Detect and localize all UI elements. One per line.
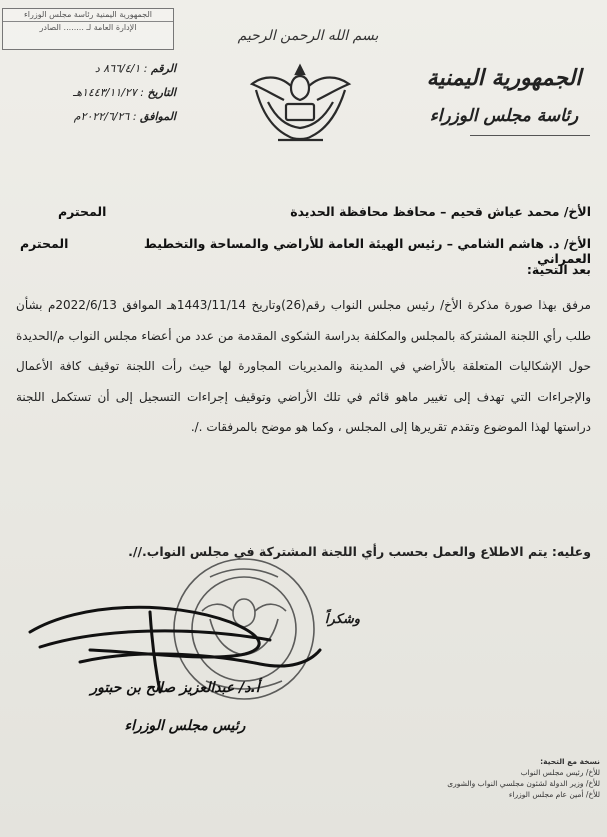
ref-date-value: ١٤٤٣/١١/٢٧هـ bbox=[73, 86, 137, 99]
registry-stamp bbox=[2, 8, 174, 50]
closing-paragraph: وعليه: يتم الاطلاع والعمل بحسب رأي اللجنة المشتركة في مجلس النواب.//. bbox=[128, 544, 591, 559]
thanks: وشكراً bbox=[324, 612, 360, 627]
body-paragraph: مرفق بهذا صورة مذكرة الأخ/ رئيس مجلس النواب رقم(26)وتاريخ 1443/11/14هـ الموافق 2022/6/13م بشأن طلب رأي اللجنة المشتركة بالمجلس والمكلفة بدراسة الشكوى المقدمة من عدد من أعضاء مجلس النواب م/الحديدة حول الإشكاليات المتعلقة بالأراضي في المدينة والمديريات المجاورة لها حيث رأت اللجنة توقيف كافة الأعمال والإجراءات التي تهدف إلى تغيير ماهو قائم في تلك الأراضي وتوقيف إجراءات التسجيل إلى أن تستكمل اللجنة دراستها لهذا الموضوع وتقدم تقريرها إلى المجلس ، وكما هو موضح بالمرفقات ./. bbox=[16, 298, 591, 434]
addressee-2-honorific: المحترم bbox=[20, 236, 69, 251]
ref-corresponding-value: ٢٠٢٢/٦/٢٦م bbox=[73, 110, 130, 123]
yemen-eagle-emblem-icon bbox=[248, 60, 353, 146]
copies-line: للأخ/ أمين عام مجلس الوزراء bbox=[508, 790, 600, 799]
copies-line: للأخ/ رئيس مجلس النواب bbox=[520, 768, 600, 777]
ref-date-row: التاريخ : ١٤٤٣/١١/٢٧هـ bbox=[73, 86, 176, 99]
copies-block bbox=[360, 756, 600, 800]
addressee-1: الأخ/ محمد عياش قحيم – محافظ محافظة الحديدة bbox=[290, 204, 591, 219]
header-authority: رئاسة مجلس الوزراء bbox=[429, 106, 579, 126]
ref-number-label: الرقم bbox=[150, 62, 176, 75]
ref-date-label: التاريخ bbox=[147, 86, 176, 99]
copies-line: للأخ/ وزير الدولة لشئون مجلسي النواب والشورى bbox=[447, 779, 600, 788]
ref-number-value: ٨٦٦/٤/١ د bbox=[94, 62, 141, 75]
header-country: الجمهورية اليمنية bbox=[426, 66, 582, 91]
registry-stamp-line1: الجمهورية اليمنية رئاسة مجلس الوزراء bbox=[24, 10, 152, 19]
ref-number-row: الرقم : ٨٦٦/٤/١ د bbox=[94, 62, 176, 75]
copies-heading: نسخة مع التحية: bbox=[540, 757, 600, 766]
greeting: بعد التحية: bbox=[526, 262, 591, 277]
addressee-2: الأخ/ د. هاشم الشامي – رئيس الهيئة العامة للأراضي والمساحة والتخطيط العمراني bbox=[143, 236, 591, 266]
ref-corresponding-row: الموافق : ٢٠٢٢/٦/٢٦م bbox=[73, 110, 176, 123]
registry-stamp-line2: الإدارة العامة لـ ........ الصادر bbox=[3, 21, 173, 34]
signatory-title: رئيس مجلس الوزراء bbox=[124, 718, 246, 734]
basmala: بسم الله الرحمن الرحيم bbox=[237, 28, 379, 44]
header-divider bbox=[470, 135, 590, 136]
ref-corresponding-label: الموافق bbox=[140, 110, 176, 123]
addressee-1-honorific: المحترم bbox=[58, 204, 107, 219]
signatory-name: أ.د/ عبدالعزيز صالح بن حبتور bbox=[90, 680, 260, 696]
